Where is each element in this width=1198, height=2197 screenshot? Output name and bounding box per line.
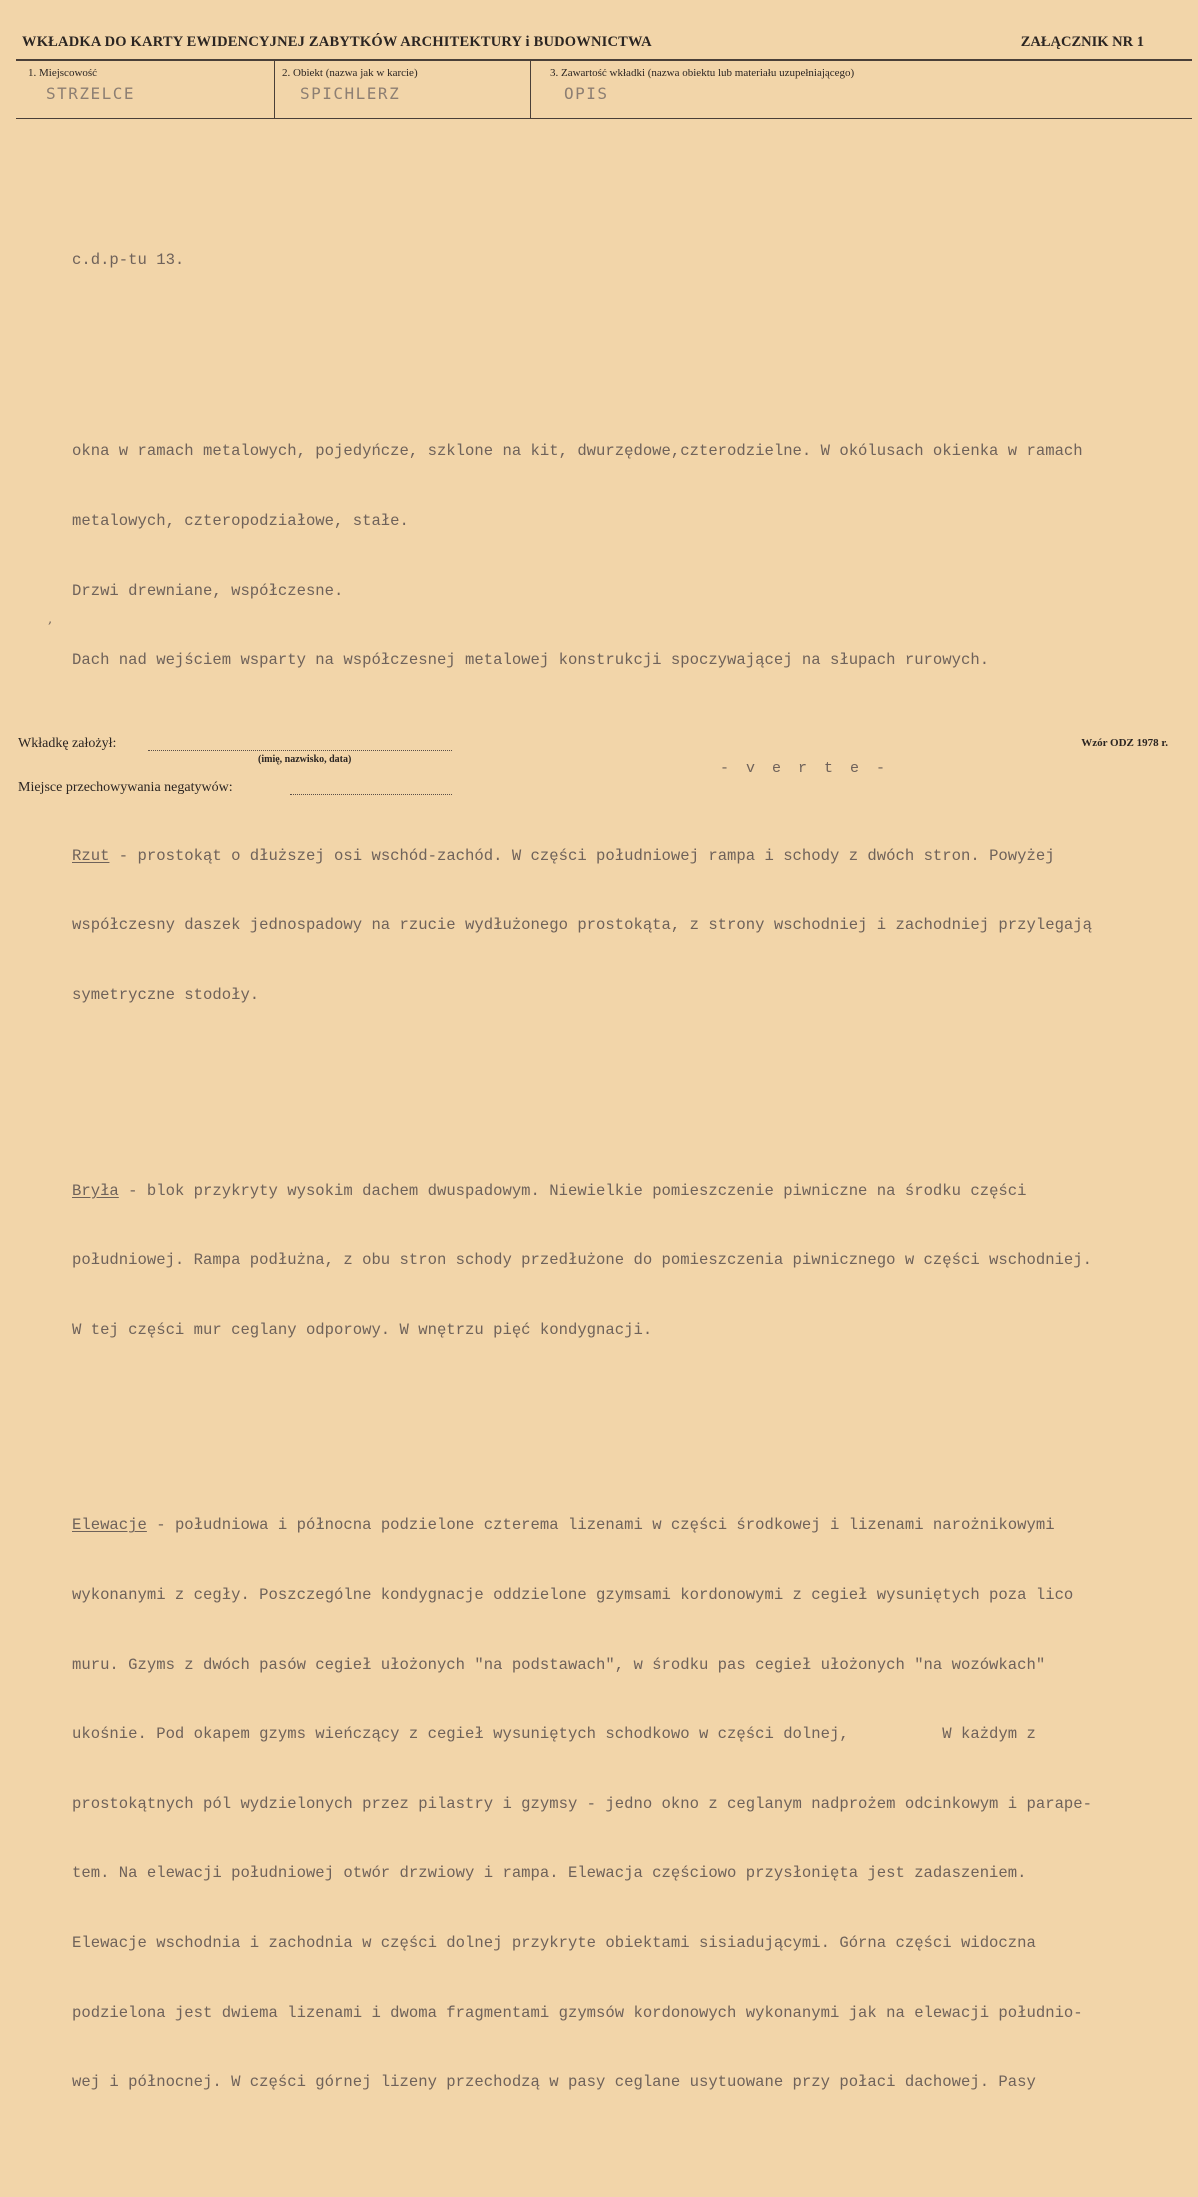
author-dotted-line [148,750,452,751]
negatives-label: Miejsce przechowywania negatywów: [18,780,233,795]
field-divider [274,60,275,118]
text-line: podzielona jest dwiema lizenami i dwoma fragmentami gzymsów kordonowych wykonanymi jak na elewacji południo- [72,2003,1083,2022]
text-line: tem. Na elewacji południowej otwór drzwiowy i rampa. Elewacja częściowo przysłonięta jest zadaszeniem. [72,1864,1027,1883]
author-hint: (imię, nazwisko, data) [258,754,352,765]
form-id: Wzór ODZ 1978 r. [1081,737,1168,749]
text-line: wykonanymi z cegły. Poszczególne kondygnacje oddzielone gzymsami kordonowymi z cegieł wysuniętych poza lico [72,1586,1074,1604]
paragraph-rzut [72,798,1192,1053]
text-line: symetryczne stodoły. [72,986,260,1004]
text-line: metalowych, czteropodziałowe, stałe. [72,512,409,531]
fields-rule [16,118,1192,119]
author-label: Wkładkę założył: [18,736,117,751]
text-line: Elewacje wschodnia i zachodnia w części dolnej przykryte obiektami sisiadującymi. Górna części widoczna [72,1933,1036,1952]
section-heading-elewacje: Elewacje [72,1516,147,1535]
text-line: - południowa i północna podzielone czterema lizenami w części środkowej i lizenami narożnikowymi [146,1516,1055,1535]
text-line: muru. Gzyms z dwóch pasów cegieł ułożonych "na podstawach", w środku pas cegieł ułożonych "na wozówkach" [72,1655,1046,1674]
text-line: współczesny daszek jednospadowy na rzucie wydłużonego prostokąta, z strony wschodniej i zachodniej przylegają [72,916,1092,935]
locality-label: 1. Miejscowość [28,67,98,79]
text-line: Dach nad wejściem wsparty na współczesnej metalowej konstrukcji spoczywającej na słupach rurowych. [72,651,990,670]
continuation-note: c.d.p-tu 13. [72,250,185,269]
annex-number: ZAŁĄCZNIK NR 1 [1020,34,1144,50]
form-title: WKŁADKA DO KARTY EWIDENCYJNEJ ZABYTKÓW ARCHITEKTURY i BUDOWNICTWA [22,34,652,50]
object-value: SPICHLERZ [300,84,401,103]
header-rule [16,59,1192,61]
description-body [72,156,1192,2197]
paragraph-bryla [72,1133,1192,1388]
verte-note: - v e r t e - [720,760,890,777]
text-line: W tej części mur ceglany odporowy. W wnętrzu pięć kondygnacji. [72,1320,653,1339]
content-value: OPIS [564,84,609,103]
text-line: Drzwi drewniane, współczesne. [72,581,344,600]
section-heading-bryla: Bryła [72,1181,119,1200]
text-line: wej i północnej. W części górnej lizeny przechodzą w pasy ceglane usytuowane przy połaci dachowej. Pasy [72,2073,1036,2092]
section-heading-rzut: Rzut [72,846,110,865]
object-label: 2. Obiekt (nazwa jak w karcie) [282,67,418,79]
text-line: okna w ramach metalowych, pojedyńcze, szklone na kit, dwurzędowe,czterodzielne. W okólusach okienka w ramach [72,442,1083,461]
locality-value: STRZELCE [46,84,136,103]
stray-mark: , [48,612,53,627]
text-line: - prostokąt o dłuższej osi wschód-zachód. W części południowej rampa i schody z dwóch stron. Powyżej [109,846,1055,865]
paragraph-openings [72,394,1192,719]
text-line: południowej. Rampa podłużna, z obu stron schody przedłużone do pomieszczenia piwnicznego w części wschodniej. [72,1251,1092,1270]
field-divider [530,60,531,118]
text-line: - blok przykryty wysokim dachem dwuspadowym. Niewielkie pomieszczenie piwniczne na środku części [118,1181,1027,1200]
text-line: prostokątnych pól wydzielonych przez pilastry i gzymsy - jedno okno z ceglanym nadprożem odcinkowym i parape- [72,1794,1092,1813]
text-line: ukośnie. Pod okapem gzyms wieńczący z cegieł wysuniętych schodkowo w części dolnej, W każdym z [72,1725,1036,1744]
paragraph-elewacje [72,1468,1192,2141]
negatives-dotted-line [290,794,452,795]
content-label: 3. Zawartość wkładki (nazwa obiektu lub materiału uzupełniającego) [550,67,855,79]
